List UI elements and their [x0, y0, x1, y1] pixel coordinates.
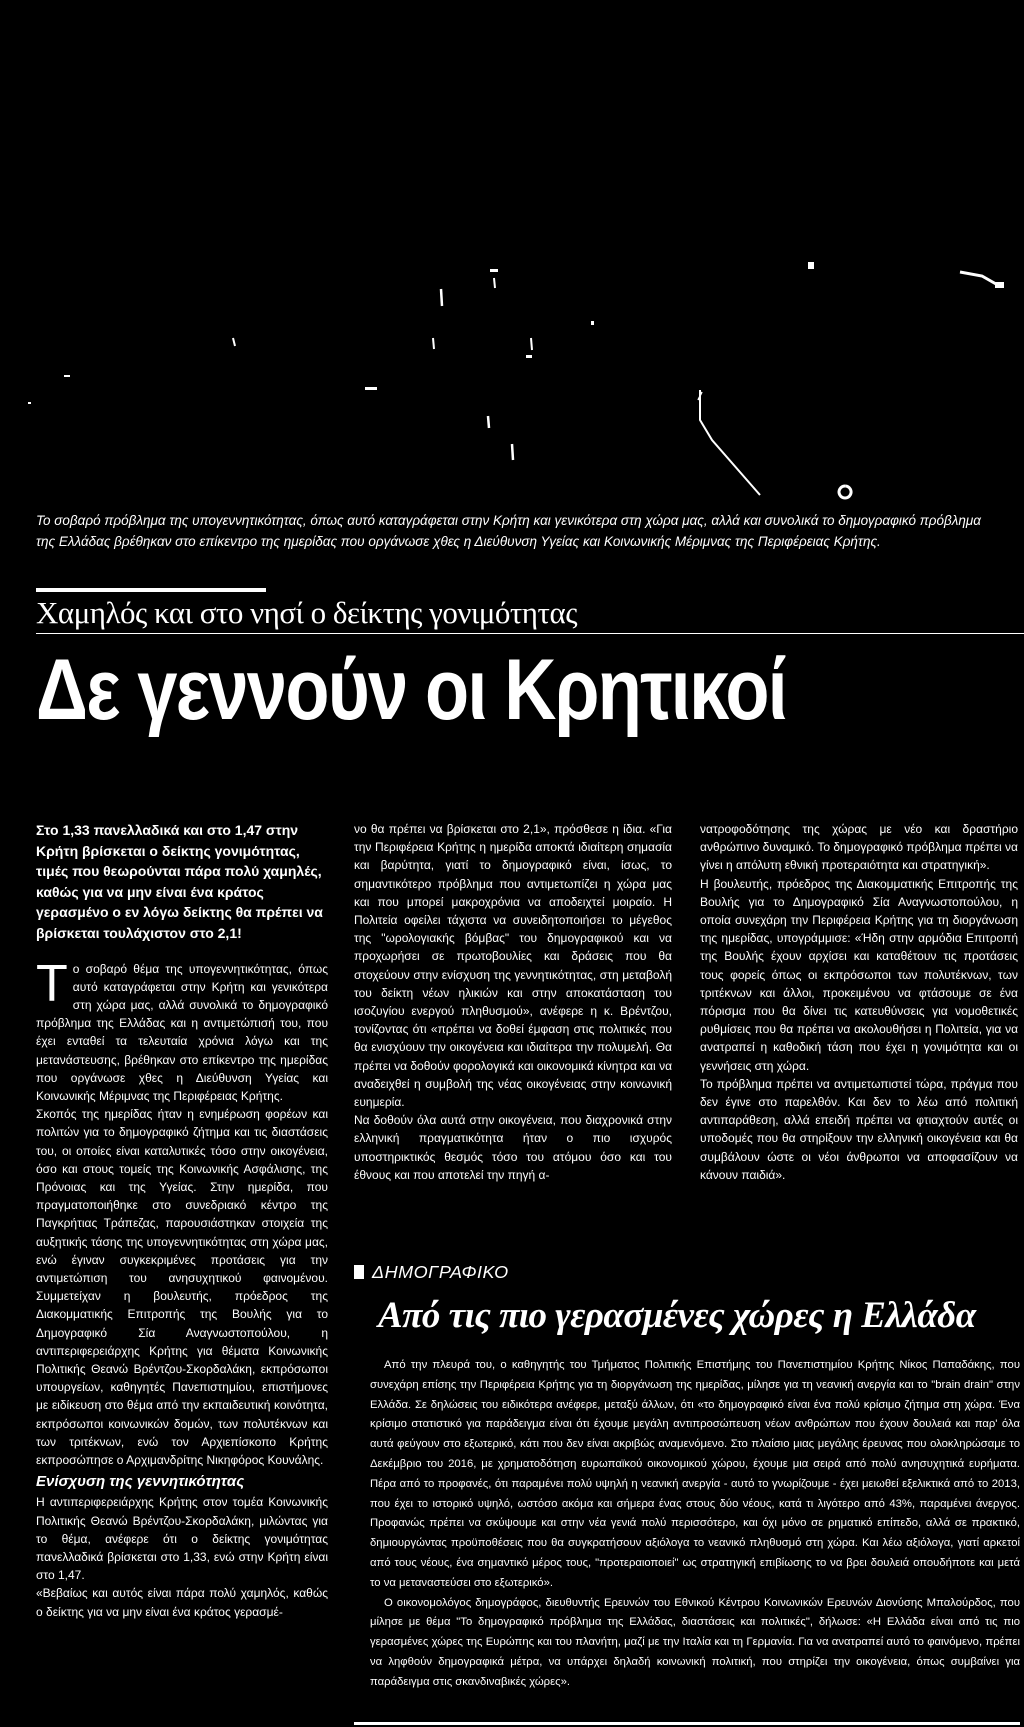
- article-paragraph: Σκοπός της ημερίδας ήταν η ενημέρωση φορέων και πολιτών για το δημογραφικό ζήτημα και τις διαστάσεις του, οι οποίες είναι καταλυτικές τόσο στην οικογένεια, όσο και στους τομείς της Κοινωνικής Ασφάλισης, της Πρόνοιας και της Υγείας. Στην ημερίδα, που πραγματοποιήθηκε στο συνεδριακό κέντρο της Παγκρήτιας Τράπεζας, παρουσιάστηκαν στοιχεία της αυξητικής τάσης της υπογεννητικότητας στη χώρα μας, ενώ έγιναν συγκεκριμένες προτάσεις για την αντιμετώπιση του ανησυχητικού φαινομένου. Συμμετείχαν η βουλευτής, πρόεδρος της Διακομματικής Επιτροπής της Βουλής για το Δημογραφικό Σία Αναγνωστοπούλου, η αντιπεριφερειάρχης Κρήτης για θέματα Κοινωνικής Πολιτικής Θεανώ Βρέντζου-Σκορδαλάκη, εκπρόσωποι υπουργείων, καθηγητές Πανεπιστημίου, επιστήμονες με ειδίκευση στο θέμα από την εκπαιδευτική κοινότητα, εκπρόσωποι κοινωνικών δομών, των πολυτέκνων και των τριτέκνων, ενώ τον Αρχιεπίσκοπο Κρήτης εκπροσώπησε ο Αρχιμανδρίτης Νικηφόρος Κουνάλης.: [36, 1107, 328, 1468]
- article-column-1: [36, 820, 328, 1621]
- article-paragraph: νατροφοδότησης της χώρας με νέο και δραστήριο ανθρώπινο δυναμικό. Το δημογραφικό πρόβλημα πρέπει να γίνει η απόλυτη εθνική προτεραιότητα και στρατηγική».: [700, 822, 1018, 873]
- square-bullet-icon: [354, 1265, 364, 1279]
- kicker: Χαμηλός και στο νησί ο δείκτης γονιμότητας: [36, 595, 577, 630]
- kicker-rule: [36, 588, 266, 592]
- sidebar-paragraph: Από την πλευρά του, ο καθηγητής του Τμήματος Πολιτικής Επιστήμης του Πανεπιστημίου Κρήτης Νίκος Παπαδάκης, που συνεχάρη επίσης την Περιφέρεια Κρήτης για τη διοργάνωση της ημερίδας, μίλησε για τη νεανική ανεργία και το "brain drain" στην Ελλάδα. Σε δηλώσεις του ειδικότερα ανέφερε, μεταξύ άλλων, ότι «το δημογραφικό είναι ένα πολύ κρίσιμο ζήτημα στη χώρα. Ένα κρίσιμο στατιστικό για παράδειγμα είναι ότι έχουμε μεγάλη αντιπροσώπευση νέων ανθρώπων που έχουν δουλειά και παρ' όλα αυτά φεύγουν στο εξωτερικό, κάτι που δεν είναι ακριβώς αναμενόμενο. Στο πλαίσιο μιας μεγάλης έρευνας που ολοκληρώσαμε το Δεκέμβριο του 2016, με χρηματοδότηση ευρωπαϊκού οικονομικού χώρου, έχουμε μια σειρά από πολύ ανησυχητικά ευρήματα. Πέρα από το προφανές, ότι παραμένει πολύ υψηλή η νεανική ανεργία - αυτό το γνωρίζουμε - έχει μειωθεί εξελικτικά από το 2013, που έχει το ιστορικό υψηλό, ωστόσο ακόμα και σήμερα ένας στους δύο νέους, κατά τι λιγότερο από 43%, παραμένει άνεργος. Προφανώς πρέπει να σκύψουμε και στην νέα γενιά πολύ περισσότερο, και όχι μόνο σε ρηματικό επίπεδο, αλλά σε πρακτικό, δημιουργώντας προϋποθέσεις που θα συγκρατήσουν αξιόλογα το νεανικό πληθυσμό στη χώρα. Και λέω αξιόλογα, γιατί αρκετοί από τους νέους, ένα σημαντικό μέρος τους, "προτεραιοποιεί" ως στρατηγική επιβίωσης το να βρει δουλειά οπουδήποτε και μετά το να μεταναστεύσει στο εξωτερικό».: [370, 1359, 1020, 1589]
- drop-cap: Τ: [36, 954, 68, 1013]
- article-column-3: [700, 820, 1018, 1184]
- article-paragraph: Η βουλευτής, πρόεδρος της Διακομματικής Επιτροπής της Βουλής για το Δημογραφικό Σία Αναγνωστοπούλου, η οποία συνεχάρη την Περιφέρεια Κρήτης για τη διοργάνωση της ημερίδας, υπογράμμισε: «Ήδη στην αρμόδια Επιτροπή της Βουλής έχουν αρχίσει και καταθέτουν τις προτάσεις τους φορείς όπως οι εκπρόσωποι των πολυτέκνων, των τριτέκνων και άλλοι, προκειμένου να φτάσουμε σε ένα πόρισμα που θα δίνει τις κατευθύνσεις για νομοθετικές ρυθμίσεις που θα πρέπει να ακολουθήσει η Πολιτεία, για να ανατραπεί η καθοδική τάση που έχει η γονιμότητα και οι γεννήσεις στη χώρα.: [700, 876, 1018, 1073]
- headline: Δε γεννούν οι Κρητικοί: [36, 642, 787, 738]
- kicker-divider: [36, 633, 1024, 634]
- article-paragraph: Η αντιπεριφερειάρχης Κρήτης στον τομέα Κοινωνικής Πολιτικής Θεανώ Βρέντζου-Σκορδαλάκη, μιλώντας για το θέμα, ανέφερε ότι ο δείκτης γονιμότητας πανελλαδικά βρίσκεται στο 1,33, ενώ στην Κρήτη είναι στο 1,47.: [36, 1495, 328, 1583]
- article-paragraph: [36, 954, 328, 1106]
- sidebar-section-label: [354, 1262, 509, 1283]
- sidebar-paragraph: Ο οικονομολόγος δημογράφος, διευθυντής Ερευνών του Εθνικού Κέντρου Κοινωνικών Ερευνών Διονύσης Μπαλούρδος, που μίλησε με θέμα "Το δημογραφικό πρόβλημα της Ελλάδας, διαστάσεις και πολιτικές", δήλωσε: «Η Ελλάδα είναι από τις πιο γερασμένες χώρες της Ευρώπης και του πλανήτη, μαζί με την Ιταλία και τη Γερμανία. Για να ανατραπεί αυτό το φαινόμενο, πρέπει να ληφθούν δημογραφικά μέτρα, να υπάρχει δηλαδή κοινωνική πολιτική, που στηρίζει την οικογένεια, όπως συμβαίνει για παράδειγμα στις σκανδιναβικές χώρες».: [370, 1596, 1020, 1688]
- article-paragraph: Το πρόβλημα πρέπει να αντιμετωπιστεί τώρα, πράγμα που δεν έγινε στο παρελθόν. Και δεν το λέω από πολιτική αντιπαράθεση, αλλά επειδή πρέπει να φτιαχτούν αυτές οι υποδομές που θα στηρίξουν την ελληνική οικογένεια και θα συμβάλουν ώστε οι νέοι άνθρωποι να αποφασίζουν να κάνουν παιδιά».: [700, 1076, 1018, 1182]
- article-paragraph: Να δοθούν όλα αυτά στην οικογένεια, που διαχρονικά στην ελληνική πραγματικότητα ήταν ο πιο ισχυρός υποστηρικτικός θεσμός τόσο του ατόμου όσο και του έθνους και που αποτελεί την πηγή α-: [354, 1113, 672, 1182]
- sidebar-title: Από τις πιο γερασμένες χώρες η Ελλάδα: [378, 1295, 976, 1336]
- section-label-text: ΔΗΜΟΓΡΑΦΙΚΟ: [372, 1262, 509, 1282]
- article-lead: Στο 1,33 πανελλαδικά και στο 1,47 στην Κρήτη βρίσκεται ο δείκτης γονιμότητας, τιμές που θεωρούνται πάρα πολύ χαμηλές, καθώς για να μην είναι ένα κράτος γερασμένο ο εν λόγω δείκτης θα πρέπει να βρίσκεται τουλάχιστον στο 2,1!: [36, 822, 323, 941]
- article-paragraph: νο θα πρέπει να βρίσκεται στο 2,1», πρόσθεσε η ίδια. «Για την Περιφέρεια Κρήτης η ημερίδα αποκτά ιδιαίτερη σημασία και βαρύτητα, γιατί το δημογραφικό είναι, ίσως, το σημαντικότερο πρόβλημα που αντιμετωπίζει η χώρα μας και που μπορεί μακροχρόνια να αποδειχτεί μοιραίο. Η Πολιτεία οφείλει τάχιστα να συνειδητοποιήσει το μέγεθος της "ωρολογιακής βόμβας" του δημογραφικού και να προχωρήσει σε πρωτοβουλίες και δράσεις που θα στοχεύουν στην ενίσχυση της γεννητικότητας, στη μεταβολή του δείκτη νέων ηλικιών και στην αποκατάσταση του ισοζυγίου ενεργού πληθυσμού», ανέφερε η κ. Βρέντζου, τονίζοντας ότι «πρέπει να δοθεί έμφαση στις πολιτικές που θα ενισχύουν την οικογένεια και ιδιαίτερα την πολυμελή. Θα πρέπει να δοθούν φορολογικά και οικονομικά κίνητρα και να αναδειχθεί η συμβολή της νέας οικογένειας στην κοινωνική ευημερία.: [354, 822, 672, 1110]
- article-photo: [0, 0, 1024, 505]
- sidebar-body: [370, 1356, 1020, 1693]
- photo-caption: Το σοβαρό πρόβλημα της υπογεννητικότητας, όπως αυτό καταγράφεται στην Κρήτη και γενικότερα στη χώρα μας, αλλά και συνολικά το δημογραφικό πρόβλημα της Ελλάδας βρέθηκαν στο επίκεντρο της ημερίδας που οργάνωσε χθες η Διεύθυνση Υγείας και Κοινωνικής Μέριμνας της Περιφέρειας Κρήτης.: [36, 513, 981, 549]
- article-column-2: [354, 820, 672, 1184]
- paragraph-text: ο σοβαρό θέμα της υπογεννητικότητας, όπως αυτό καταγράφεται στην Κρήτη και γενικότερα στη χώρα μας, αλλά συνολικά το δημογραφικό πρόβλημα της Ελλάδας και η αντιμετώπισή του, που έχει ενταθεί τα τελευταία χρόνια λόγω και της μετανάστευσης, βρέθηκαν στο επίκεντρο της ημερίδας που οργάνωσε χθες η Διεύθυνση Υγείας και Κοινωνικής Μέριμνας της Περιφέρειας Κρήτης.: [36, 961, 328, 1103]
- article-paragraph: «Βεβαίως και αυτός είναι πάρα πολύ χαμηλός, καθώς ο δείκτης για να μην είναι ένα κράτος γερασμέ-: [36, 1586, 328, 1619]
- article-subhead: Ενίσχυση της γεννητικότητας: [36, 1473, 245, 1491]
- bottom-rule: [354, 1722, 1020, 1725]
